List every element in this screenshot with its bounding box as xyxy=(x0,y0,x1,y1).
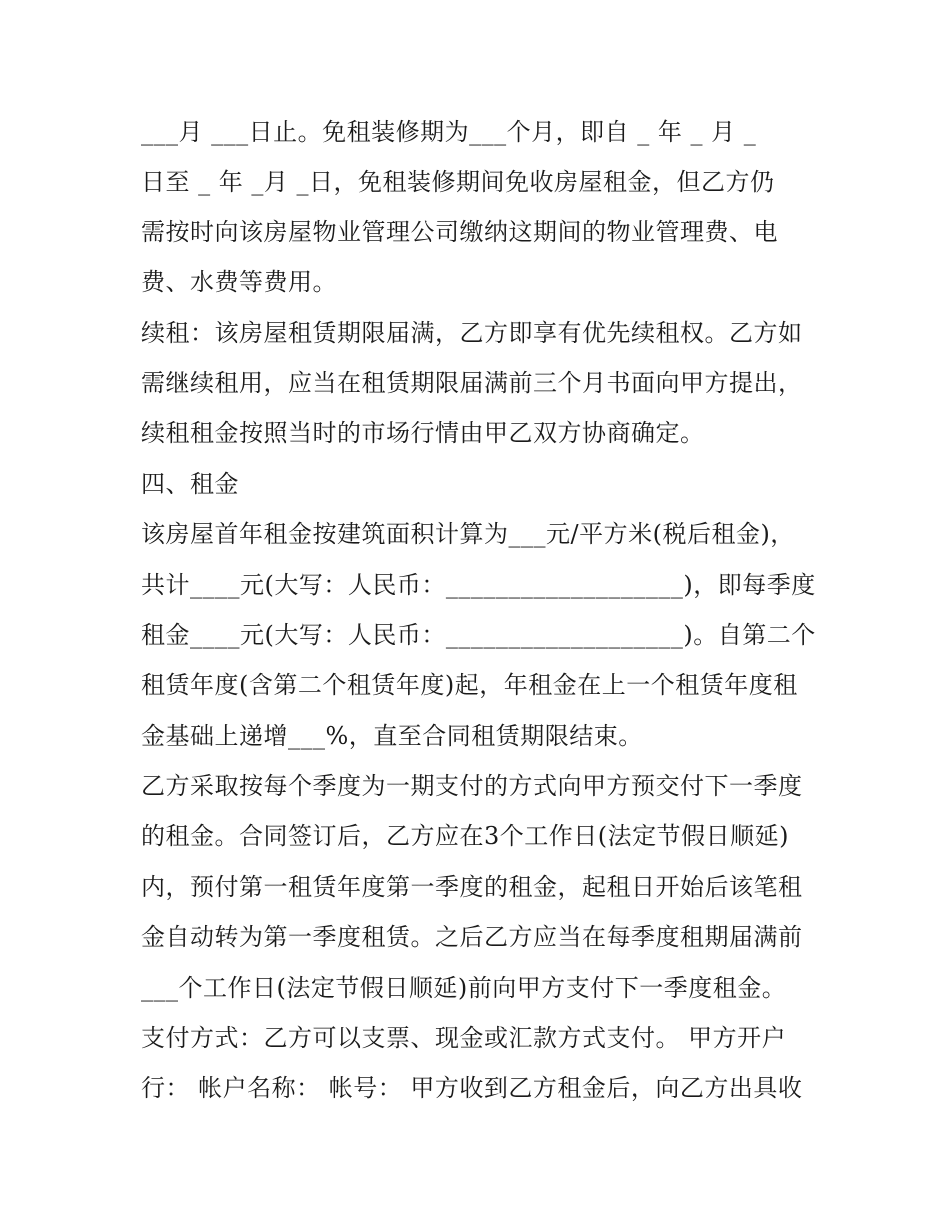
contract-text-line: 支付方式：乙方可以支票、现金或汇款方式支付。 甲方开户 xyxy=(141,1024,787,1052)
contract-text-line: 费、水费等费用。 xyxy=(141,268,337,296)
contract-text-line: 行： 帐户名称： 帐号： 甲方收到乙方租金后，向乙方出具收 xyxy=(141,1074,803,1102)
contract-text-line: 租赁年度(含第二个租赁年度)起，年租金在上一个租赁年度租 xyxy=(141,671,798,699)
contract-text-line: ___个工作日(法定节假日顺延)前向甲方支付下一季度租金。 xyxy=(141,974,787,1002)
section-heading: 四、租金 xyxy=(141,470,239,498)
contract-text-line: 内，预付第一租赁年度第一季度的租金，起租日开始后该笔租 xyxy=(141,873,803,901)
contract-text-line: 乙方采取按每个季度为一期支付的方式向甲方预交付下一季度 xyxy=(141,772,803,800)
contract-text-line: 共计____元(大写：人民币：___________________)，即每季度 xyxy=(141,571,816,599)
contract-text-line: 该房屋首年租金按建筑面积计算为___元/平方米(税后租金)， xyxy=(141,520,795,548)
contract-text-line: 需按时向该房屋物业管理公司缴纳这期间的物业管理费、电 xyxy=(141,218,778,246)
contract-text-line: 日至 _ 年 _月 _日，免租装修期间免收房屋租金，但乙方仍 xyxy=(141,168,775,196)
contract-text-line: 续租：该房屋租赁期限届满，乙方即享有优先续租权。乙方如 xyxy=(141,319,803,347)
contract-text-line: 需继续租用，应当在租赁期限届满前三个月书面向甲方提出， xyxy=(141,369,803,397)
contract-text-line: 租金____元(大写：人民币：___________________)。自第二个 xyxy=(141,621,816,649)
contract-text-line: 金基础上递增___%，直至合同租赁期限结束。 xyxy=(141,722,643,750)
contract-text-line: 续租租金按照当时的市场行情由甲乙双方协商确定。 xyxy=(141,419,705,447)
contract-text-line: 的租金。合同签订后，乙方应在3个工作日(法定节假日顺延) xyxy=(141,822,789,850)
contract-text-line: ___月 ___日止。免租装修期为___个月，即自 _ 年 _ 月 _ xyxy=(141,118,757,146)
contract-text-line: 金自动转为第一季度租赁。之后乙方应当在每季度租期届满前 xyxy=(141,923,803,951)
